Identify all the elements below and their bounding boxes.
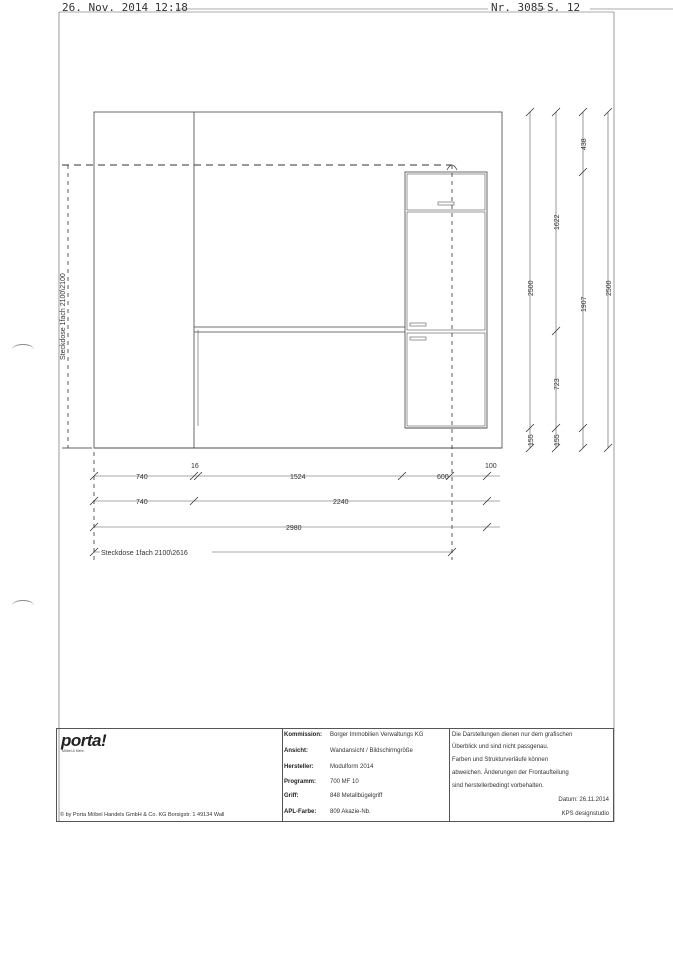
hdim-socket-label: Steckdose 1fach 2100\2616 <box>101 550 188 557</box>
field-label: Ansicht: <box>284 748 308 754</box>
fax-page: S. 12 <box>547 1 581 14</box>
wall-outline <box>94 112 502 448</box>
lower-door-front <box>407 333 485 426</box>
vdim-3-label-b: 1907 <box>581 296 588 312</box>
top-drawer-front <box>407 174 485 210</box>
vdim-1-label-b: 155 <box>528 434 535 446</box>
note-line: sind herstellerbedingt vorbehalten. <box>452 783 544 789</box>
left-dim-label: Steckdose 1fach 2100\2100 <box>60 273 67 360</box>
fax-number: Nr. 3085 <box>491 1 544 14</box>
fax-date-time: 26. Nov. 2014 12:18 <box>62 1 188 14</box>
field-value: 848 Metallbügelgriff <box>330 793 383 799</box>
hdim-row-1-740: 740 <box>136 474 148 481</box>
hdim-row-3-2980: 2980 <box>286 525 302 532</box>
note-line: Überblick und sind nicht passgenau. <box>452 744 549 750</box>
title-block <box>56 728 614 822</box>
handle-top-drawer <box>438 202 454 205</box>
tall-unit <box>405 172 487 428</box>
hdim-row-2-2240: 2240 <box>333 499 349 506</box>
hdim-row-1-16: 16 <box>191 463 199 470</box>
title-block-logo-area <box>57 729 283 821</box>
hdim-row-1-100: 100 <box>485 463 497 470</box>
handle-lower-door <box>410 337 426 340</box>
hdim-row-1-600: 600 <box>437 474 449 481</box>
title-block-notes <box>449 729 613 821</box>
field-label: APL-Farbe: <box>284 809 317 815</box>
field-label: Hersteller: <box>284 764 314 770</box>
hdim-row-2-740: 740 <box>136 499 148 506</box>
copyright-text: © by Porta Möbel Handels GmbH & Co. KG Borsigstr. 1 49134 Wall <box>60 812 225 818</box>
field-value: 700 MF 10 <box>330 779 359 785</box>
field-hersteller <box>284 764 373 770</box>
field-apl-farbe <box>284 809 371 815</box>
vdim-ticks <box>526 108 612 452</box>
vdim-3-label-a: 438 <box>581 138 588 150</box>
note-line: abweichen. Änderungen der Frontaufteilung <box>452 770 569 776</box>
field-label: Kommission: <box>284 732 323 738</box>
note-line: Farben und Strukturverläufe können <box>452 757 549 763</box>
vdim-2-label-a: 1622 <box>554 214 561 230</box>
vdim-2-label-c: 155 <box>554 434 561 446</box>
porta-logo: porta! <box>61 731 107 750</box>
field-value: Modulform 2014 <box>330 764 374 770</box>
hdim-row-1-1524: 1524 <box>290 474 306 481</box>
upper-door-front <box>407 212 485 330</box>
field-label: Programm: <box>284 779 317 785</box>
field-ansicht <box>284 748 413 754</box>
field-value: Borger Immobilien Verwaltungs KG <box>330 732 424 738</box>
punch-mark-top <box>12 344 34 355</box>
field-value: 809 Akazie-Nb. <box>330 809 371 815</box>
field-value: Wandansicht / Bildschirmgröße <box>330 748 413 754</box>
vdim-1-label-a: 2500 <box>528 280 535 296</box>
date-stamp: Datum: 26.11.2014 <box>558 797 609 803</box>
handle-upper-door <box>410 323 426 326</box>
vdim-4-label: 2500 <box>606 280 613 296</box>
field-griff <box>284 793 382 799</box>
field-label: Griff: <box>284 793 299 799</box>
field-kommission <box>284 732 423 738</box>
studio-name: KPS designstudio <box>561 811 609 817</box>
punch-mark-bottom <box>12 600 34 611</box>
field-programm <box>284 779 359 785</box>
title-block-fields <box>282 729 450 821</box>
note-line: Die Darstellungen dienen nur dem grafischen <box>452 732 573 738</box>
porta-logo-subtitle: Möbel & Mehr <box>62 749 84 753</box>
vdim-2-label-b: 723 <box>554 378 561 390</box>
